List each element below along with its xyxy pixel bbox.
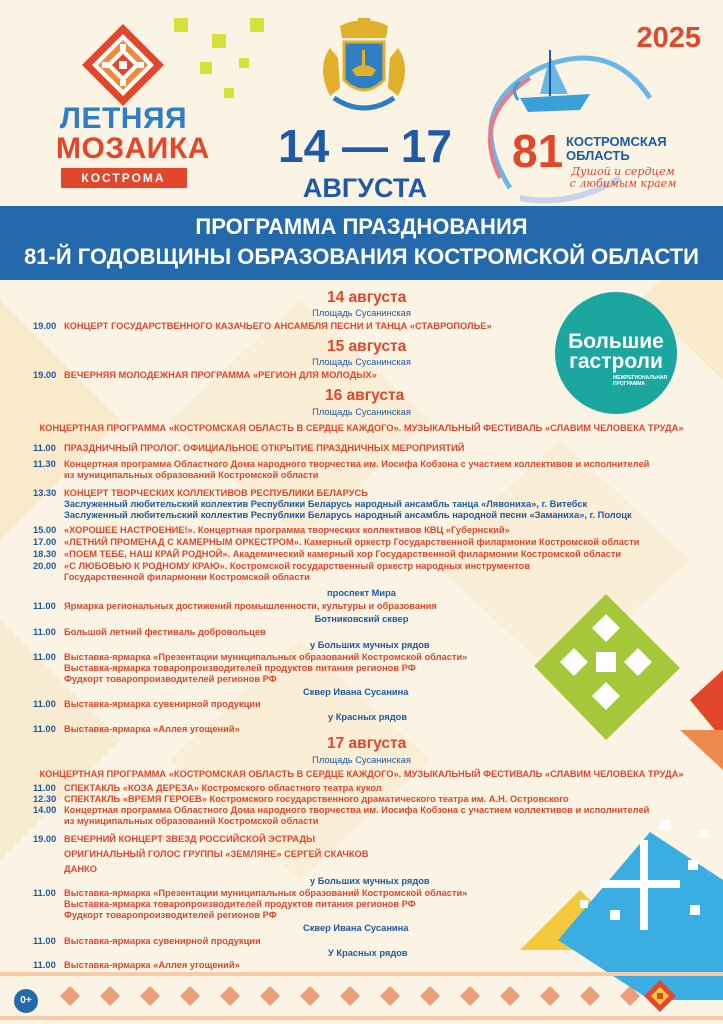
banner-line2: 81-Й ГОДОВЩИНЫ ОБРАЗОВАНИЯ КОСТРОМСКОЙ ОБЛАСТИ xyxy=(24,244,699,269)
event-title: Концертная программа Областного Дома народного творчества им. Иосифа Кобзона с участием коллективов и исполнителей xyxy=(64,459,650,469)
event-time: 11.00 xyxy=(33,888,56,898)
year-label: 2025 xyxy=(636,22,701,54)
gastroli-line1: Большие xyxy=(568,330,664,353)
event-time: 11.00 xyxy=(33,783,56,793)
program-theme: КОНЦЕРТНАЯ ПРОГРАММА «КОСТРОМСКАЯ ОБЛАСТЬ В СЕРДЦЕ КАЖДОГО». МУЗЫКАЛЬНЫЙ ФЕСТИВАЛЬ «СЛАВИМ ЧЕЛОВЕКА ТРУДА» xyxy=(39,769,684,779)
logo-line1: ЛЕТНЯЯ xyxy=(59,102,188,135)
event-title: «ЛЕТНИЙ ПРОМЕНАД С КАМЕРНЫМ ОРКЕСТРОМ». Камерный оркестр Государственной филармонии Костромской области xyxy=(64,537,640,547)
event-detail: Выставка-ярмарка товаропроизводителей продуктов питания регионов РФ xyxy=(64,663,416,673)
day-heading: 16 августа xyxy=(325,387,405,404)
event-detail: Фудкорт товаропроизводителей регионов РФ xyxy=(64,674,277,684)
program-theme: КОНЦЕРТНАЯ ПРОГРАММА «КОСТРОМСКАЯ ОБЛАСТЬ В СЕРДЦЕ КАЖДОГО». МУЗЫКАЛЬНЫЙ ФЕСТИВАЛЬ «СЛАВИМ ЧЕЛОВЕКА ТРУДА» xyxy=(39,423,684,433)
venue-label: у Красных рядов xyxy=(328,712,408,722)
event-time: 11.00 xyxy=(33,627,56,637)
event-detail: Заслуженный любительский коллектив Республики Беларусь народный ансамбль танца «Лявониха», г. Витебск xyxy=(64,499,588,509)
venue-label: Ботниковский сквер xyxy=(314,614,409,624)
venue-label: Площадь Сусанинская xyxy=(312,308,411,318)
event-title: Большой летний фестиваль добровольцев xyxy=(64,627,266,637)
region-line2: ОБЛАСТЬ xyxy=(566,148,630,163)
event-time: 17.00 xyxy=(33,537,57,547)
event-title: Выставка-ярмарка «Аллея угощений» xyxy=(64,724,240,734)
age-rating-badge: 0+ xyxy=(14,989,38,1013)
event-detail: из муниципальных образований Костромской области xyxy=(64,470,319,480)
event-detail: ОРИГИНАЛЬНЫЙ ГОЛОС ГРУППЫ «ЗЕМЛЯНЕ» СЕРГЕЙ СКАЧКОВ xyxy=(64,849,369,859)
event-title: ВЕЧЕРНИЙ КОНЦЕРТ ЗВЕЗД РОССИЙСКОЙ ЭСТРАДЫ xyxy=(64,834,316,844)
event-time: 14.00 xyxy=(33,805,57,815)
event-title: ВЕЧЕРНЯЯ МОЛОДЕЖНАЯ ПРОГРАММА «РЕГИОН ДЛЯ МОЛОДЫХ» xyxy=(64,370,377,380)
event-time: 11.00 xyxy=(33,652,56,662)
event-detail: из муниципальных образований Костромской области xyxy=(64,816,319,826)
event-title: Выставка-ярмарка сувенирной продукции xyxy=(64,699,261,709)
event-title: Ярмарка региональных достижений промышленности, культуры и образования xyxy=(64,601,437,611)
event-title: «ХОРОШЕЕ НАСТРОЕНИЕ!». Концертная программа творческих коллективов КВЦ «Губернский» xyxy=(64,525,510,535)
event-title: СПЕКТАКЛЬ «КОЗА ДЕРЕЗА» Костромского областного театра кукол xyxy=(64,783,382,793)
region-line1: КОСТРОМСКАЯ xyxy=(566,134,667,149)
venue-label: Площадь Сусанинская xyxy=(312,407,411,417)
gastroli-sub2: ПРОГРАММА xyxy=(613,381,646,387)
event-time: 11.30 xyxy=(33,459,56,469)
event-time: 11.00 xyxy=(33,443,56,453)
venue-label: Сквер Ивана Сусанина xyxy=(303,687,409,697)
event-title: КОНЦЕРТ ГОСУДАРСТВЕННОГО КАЗАЧЬЕГО АНСАМБЛЯ ПЕСНИ И ТАНЦА «СТАВРОПОЛЬЕ» xyxy=(64,321,492,331)
venue-label: у Больших мучных рядов xyxy=(310,640,430,650)
event-title: «ПОЕМ ТЕБЕ, НАШ КРАЙ РОДНОЙ». Академический камерный хор Государственной филармонии Костромской области xyxy=(64,549,622,559)
venue-label: Площадь Сусанинская xyxy=(312,357,411,367)
motto-line2: с любимым краем xyxy=(569,177,677,190)
event-time: 18.30 xyxy=(33,549,57,559)
event-time: 19.00 xyxy=(33,834,57,844)
venue-label: Площадь Сусанинская xyxy=(312,755,411,765)
event-title: КОНЦЕРТ ТВОРЧЕСКИХ КОЛЛЕКТИВОВ РЕСПУБЛИКИ БЕЛАРУСЬ xyxy=(64,488,368,498)
event-time: 12.30 xyxy=(33,794,57,804)
logo-city: КОСТРОМА xyxy=(61,168,187,188)
date-range: 14 — 17 xyxy=(278,120,452,172)
event-time: 19.00 xyxy=(33,370,57,380)
venue-label: у Больших мучных рядов xyxy=(310,876,430,886)
logo-line2: МОЗАИКА xyxy=(56,132,210,165)
event-time: 11.00 xyxy=(33,699,56,709)
motto-line1: Душой и сердцем xyxy=(571,165,675,178)
gastroli-line2: гастроли xyxy=(569,350,663,373)
event-title: «С ЛЮБОВЬЮ К РОДНОМУ КРАЮ». Костромской государственный оркестр народных инструментов xyxy=(64,561,531,571)
event-time: 11.00 xyxy=(33,601,56,611)
event-title: СПЕКТАКЛЬ «ВРЕМЯ ГЕРОЕВ» Костромского государственного драматического театра им. А.Н. Островского xyxy=(64,794,569,804)
venue-label: проспект Мира xyxy=(327,588,396,598)
event-time: 11.00 xyxy=(33,936,56,946)
event-time: 13.30 xyxy=(33,488,57,498)
event-title: Концертная программа Областного Дома народного творчества им. Иосифа Кобзона с участием коллективов и исполнителей xyxy=(64,805,650,815)
venue-label: Сквер Ивана Сусанина xyxy=(303,923,409,933)
day-heading: 15 августа xyxy=(327,338,407,355)
event-title: Выставка-ярмарка сувенирной продукции xyxy=(64,936,261,946)
event-time: 15.00 xyxy=(33,525,57,535)
venue-label: У Красных рядов xyxy=(328,948,408,958)
event-time: 19.00 xyxy=(33,321,57,331)
day-heading: 17 августа xyxy=(327,735,407,752)
event-title: Выставка-ярмарка «Презентации муниципальных образований Костромской области» xyxy=(64,652,468,662)
anniversary-number: 81 xyxy=(512,125,564,177)
date-month: АВГУСТА xyxy=(302,173,428,203)
banner-line1: ПРОГРАММА ПРАЗДНОВАНИЯ xyxy=(195,214,528,239)
event-time: 11.00 xyxy=(33,960,56,970)
event-time: 20.00 xyxy=(33,561,57,571)
event-detail: ДАНКО xyxy=(64,864,97,874)
event-title: Выставка-ярмарка «Презентации муниципальных образований Костромской области» xyxy=(64,888,468,898)
event-title: ПРАЗДНИЧНЫЙ ПРОЛОГ. ОФИЦИАЛЬНОЕ ОТКРЫТИЕ ПРАЗДНИЧНЫХ МЕРОПРИЯТИЙ xyxy=(64,443,465,453)
event-detail: Государственной филармонии Костромской области xyxy=(64,572,310,582)
day-heading: 14 августа xyxy=(327,289,407,306)
event-time: 11.00 xyxy=(33,724,56,734)
event-detail: Заслуженный любительский коллектив Республики Беларусь народный ансамбль народной песни «Заманиха», г. Полоцк xyxy=(64,510,632,520)
event-title: Выставка-ярмарка «Аллея угощений» xyxy=(64,960,240,970)
event-detail: Выставка-ярмарка товаропроизводителей продуктов питания регионов РФ xyxy=(64,899,416,909)
event-detail: Фудкорт товаропроизводителей регионов РФ xyxy=(64,910,277,920)
gastroli-sub1: МЕЖРЕГИОНАЛЬНАЯ xyxy=(613,375,668,381)
